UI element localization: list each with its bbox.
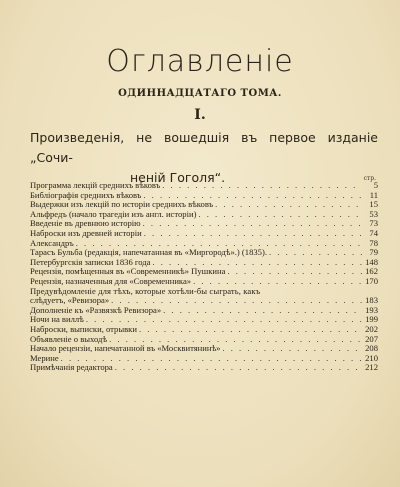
toc-entry-line-2: слѣдуетъ, «Ревизора» (30, 295, 110, 306)
table-of-contents (30, 181, 378, 373)
page-title: Оглавленіе (106, 44, 294, 79)
toc-entry: Альфредъ (начало трагедіи изъ англ. исторіи) . . . 53 (30, 210, 378, 220)
section-number: I. (194, 107, 206, 123)
toc-entry: Примѣчанія редактора . . . 212 (30, 363, 378, 373)
section-title-line-1: Произведенія, не вошедшія въ первое изданіе „Сочи- (30, 130, 378, 165)
toc-entry: Наброски изъ древней исторіи . . . 74 (30, 229, 378, 239)
page-column-header: стр. (363, 175, 376, 182)
toc-entry: Наброски, выписки, отрывки . . . 202 (30, 325, 378, 335)
toc-entry: Выдержки изъ лекцій по исторіи среднихъ вѣковъ . . . 15 (30, 200, 378, 210)
toc-entry: Мерине . . . 210 (30, 354, 378, 364)
toc-entry: Тарасъ Бульба (редакція, напечатанная въ «Миргородѣ».) (1835). . . . 79 (30, 248, 378, 258)
toc-entry: Предувѣдомленіе для тѣхъ, которые хотѣли-бы сыграть, какъ слѣдуетъ, «Ревизора» . . . 183 (30, 287, 378, 306)
toc-entry: Рецензія, назначенныя для «Современника» . . . 170 (30, 277, 378, 287)
toc-entry: Программа лекцій среднихъ вѣковъ . . . 5 (30, 181, 378, 191)
toc-entry: Ночи на виллѣ . . . 199 (30, 315, 378, 325)
toc-entry: Начало рецензіи, напечатанной въ «Москвитянинѣ» . . . 208 (30, 344, 378, 354)
toc-entry-line-1: Предувѣдомленіе для тѣхъ, которые хотѣли-бы сыграть, какъ (30, 285, 261, 296)
toc-entry: Объявленіе о выходѣ . . . 207 (30, 335, 378, 345)
toc-entry: Введеніе въ древнюю исторію . . . 73 (30, 219, 378, 229)
volume-subtitle: ОДИННАДЦАТАГО ТОМА. (118, 88, 282, 99)
toc-entry: Петербургскія записки 1836 года . . . 148 (30, 258, 378, 268)
section-title (30, 128, 378, 188)
toc-entry: Дополненіе къ «Развязкѣ Ревизора» . . . 193 (30, 306, 378, 316)
section-title-line-2: неній Гоголя“. (130, 170, 226, 185)
toc-entry: Александръ . . . 78 (30, 239, 378, 249)
toc-entry: Рецензія, помѣщенныя въ «Современникѣ» Пушкина . . . 162 (30, 267, 378, 277)
toc-entry: Библіографія среднихъ вѣковъ . . . 11 (30, 191, 378, 201)
